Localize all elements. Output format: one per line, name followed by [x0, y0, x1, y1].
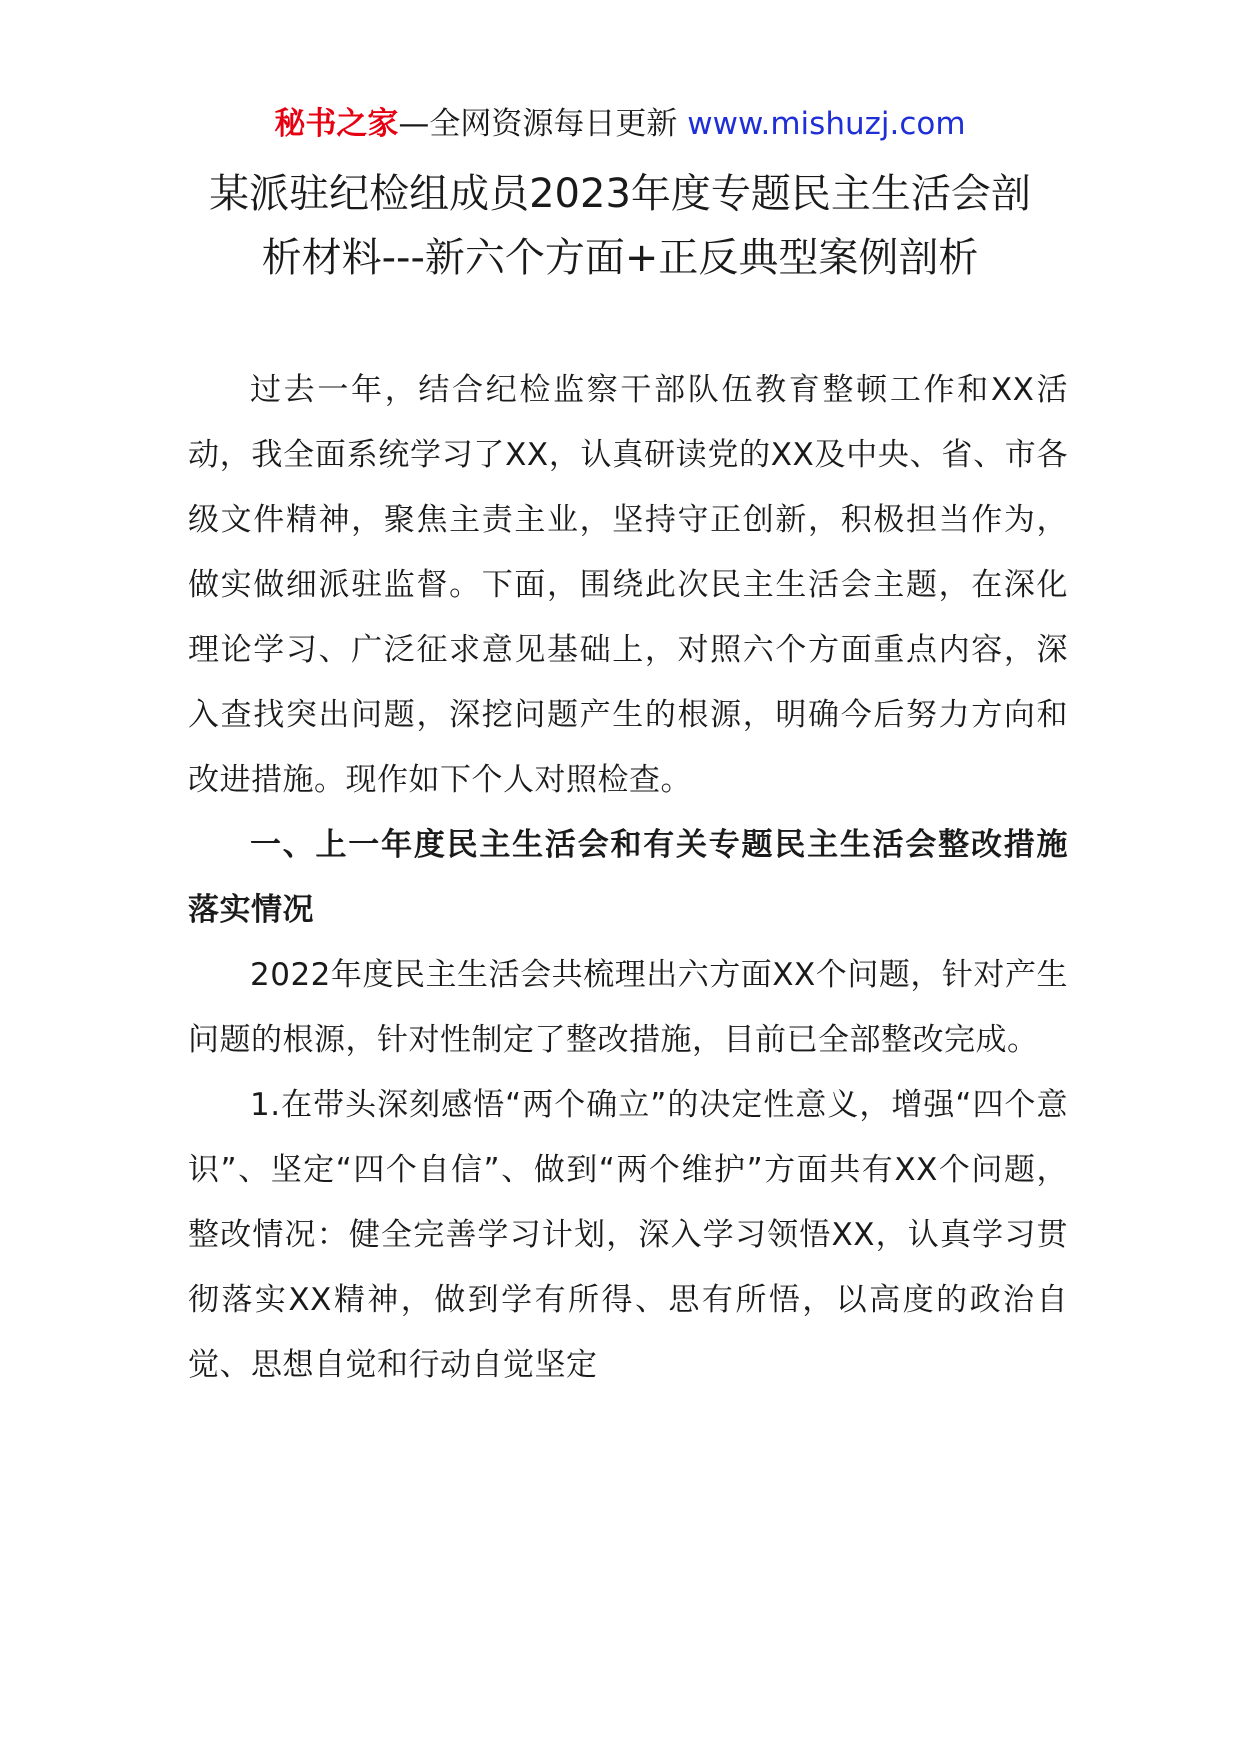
page-header	[0, 100, 1240, 148]
brand-name: 秘书之家	[274, 106, 399, 142]
section-heading-1: 一、上一年度民主生活会和有关专题民主生活会整改措施落实情况	[188, 827, 1068, 928]
site-url[interactable]: www.mishuzj.com	[687, 106, 966, 142]
title-line-1: 某派驻纪检组成员2023年度专题民主生活会剖	[209, 171, 1031, 217]
document-title	[160, 162, 1080, 290]
title-line-2: 析材料---新六个方面+正反典型案例剖析	[261, 235, 979, 281]
paragraph-item-1: 1.在带头深刻感悟“两个确立”的决定性意义，增强“四个意识”、坚定“四个自信”、做到“两个维护”方面共有XX个问题，整改情况：健全完善学习计划，深入学习领悟XX，认真学习贯彻落实XX精神，做到学有所得、思有所悟，以高度的政治自觉、思想自觉和行动自觉坚定	[188, 1087, 1068, 1383]
paragraph-summary: 2022年度民主生活会共梳理出六方面XX个问题，针对产生问题的根源，针对性制定了整改措施，目前已全部整改完成。	[188, 957, 1068, 1058]
header-slogan: —全网资源每日更新	[398, 106, 678, 142]
paragraph-intro: 过去一年，结合纪检监察干部队伍教育整顿工作和XX活动，我全面系统学习了XX，认真研读党的XX及中央、省、市各级文件精神，聚焦主责主业，坚持守正创新，积极担当作为，做实做细派驻监督。下面，围绕此次民主生活会主题，在深化理论学习、广泛征求意见基础上，对照六个方面重点内容，深入查找突出问题，深挖问题产生的根源，明确今后努力方向和改进措施。现作如下个人对照检查。	[188, 372, 1068, 798]
document-body	[188, 358, 1068, 1398]
